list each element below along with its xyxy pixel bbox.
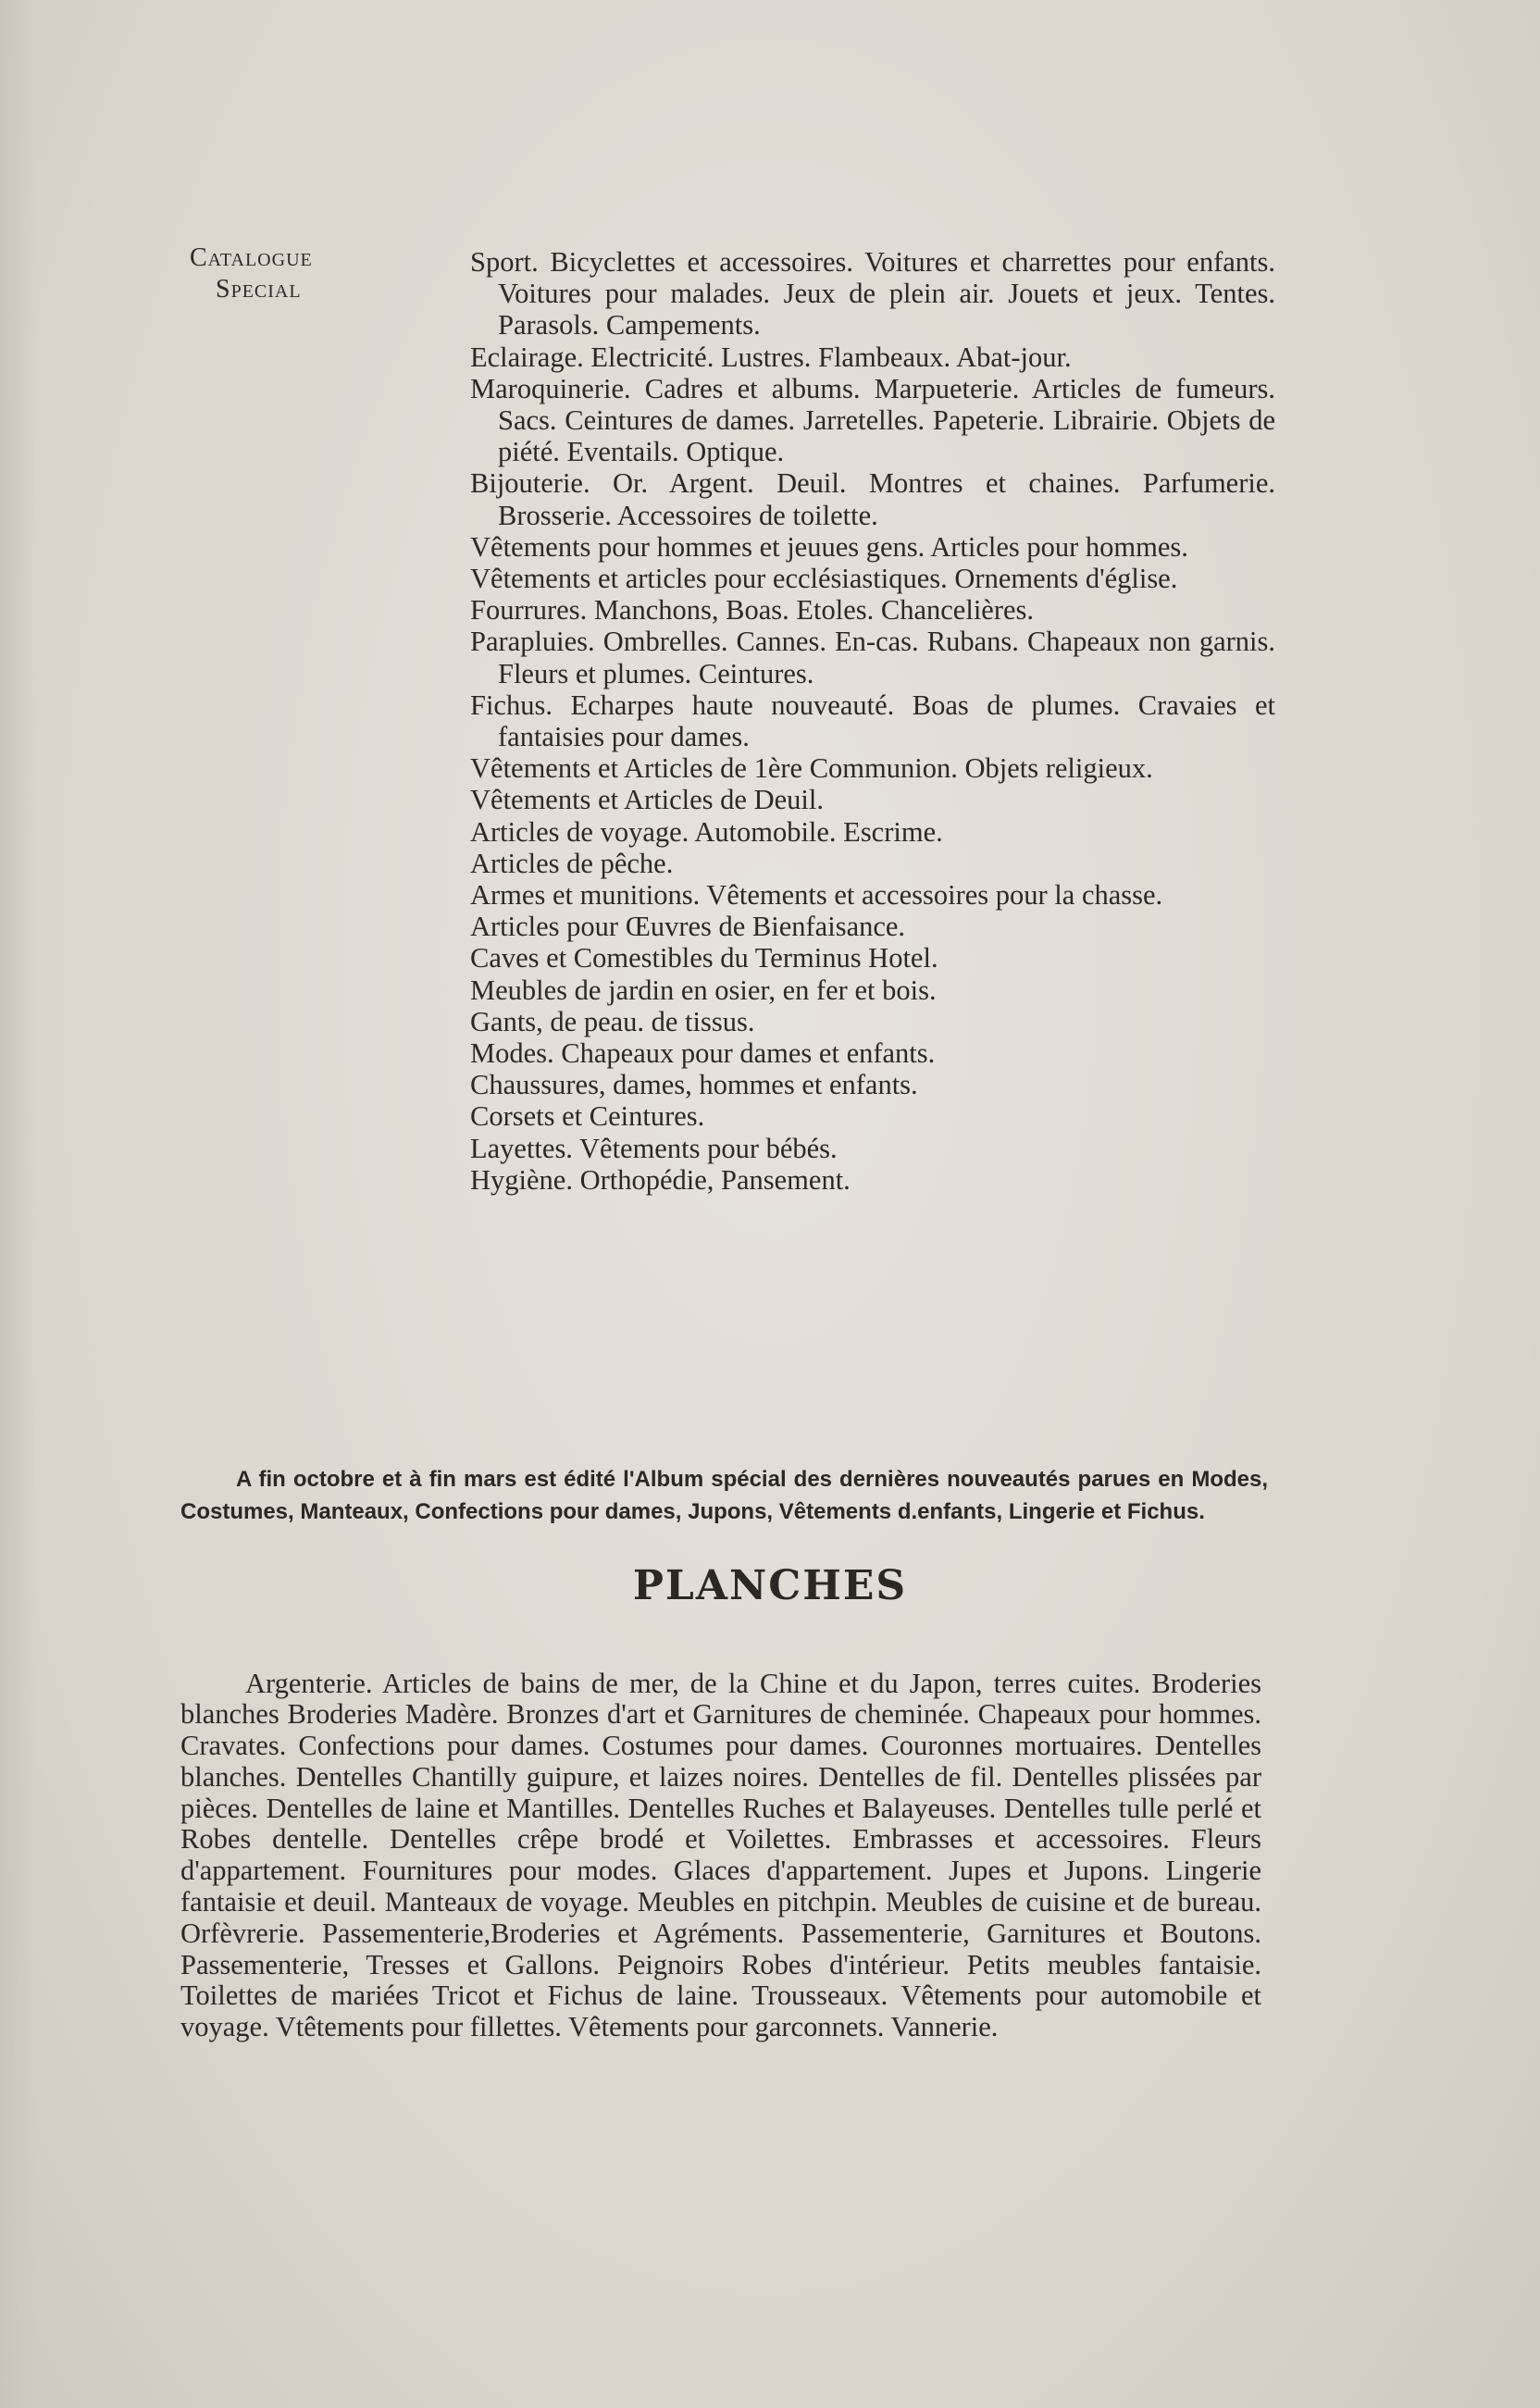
- list-item: Maroquinerie. Cadres et albums. Marpueterie. Articles de fumeurs. Sacs. Ceintures de dames. Jarretelles. Papeterie. Librairie. Objets de piété. Eventails. Optique.: [470, 372, 1275, 468]
- list-item: Vêtements et Articles de Deuil.: [470, 784, 824, 816]
- list-item: Articles de voyage. Automobile. Escrime.: [470, 815, 943, 848]
- list-item: Fichus. Echarpes haute nouveauté. Boas de plumes. Cravaies et fantaisies pour dames.: [470, 689, 1275, 753]
- list-item: Gants, de peau. de tissus.: [470, 1005, 755, 1037]
- list-item: Articles de pêche.: [470, 847, 674, 879]
- planches-paragraph: Argenterie. Articles de bains de mer, de la Chine et du Japon, terres cuites. Broderies blanches Broderies Madère. Bronzes d'art et Garnitures de cheminée. Chapeaux pour hommes. Cravates. Confections pour dames. Costumes pour dames. Couronnes mortuaires. Dentelles blanches. Dentelles Chantilly guipure, et laizes noires. Dentelles de fil. Dentelles plissées par pièces. Dentelles de laine et Mantilles. Dentelles Ruches et Balayeuses. Dentelles tulle perlé et Robes dentelle. Dentelles crêpe brodé et Voilettes. Embrasses et accessoires. Fleurs d'appartement. Fournitures pour modes. Glaces d'appartement. Jupes et Jupons. Lingerie fantaisie et deuil. Manteaux de voyage. Meubles en pitchpin. Meubles de cuisine et de bureau. Orfèvrerie. Passementerie,Broderies et Agréments. Passementerie, Garnitures et Boutons. Passementerie, Tresses et Gallons. Peignoirs Robes d'intérieur. Petits meubles fantaisie. Toilettes de mariées Tricot et Fichus de laine. Trousseaux. Vêtements pour automobile et voyage. Vtêtements pour fillettes. Vêtements pour garconnets. Vannerie.: [180, 1667, 1261, 2043]
- list-item: Fourrures. Manchons, Boas. Etoles. Chancelières.: [470, 594, 1035, 627]
- list-item: Vêtements et Articles de 1ère Communion. Objets religieux.: [470, 752, 1153, 785]
- list-item: Corsets et Ceintures.: [470, 1100, 705, 1133]
- list-item: Modes. Chapeaux pour dames et enfants.: [470, 1037, 936, 1070]
- planches-heading: PLANCHES: [632, 1562, 908, 1609]
- list-item: Vêtements et articles pour ecclésiastiques. Ornements d'église.: [470, 563, 1178, 595]
- list-item: Layettes. Vêtements pour bébés.: [470, 1132, 838, 1164]
- list-item: Meubles de jardin en osier, en fer et bois.: [470, 974, 937, 1006]
- catalogue-special-label: [190, 242, 384, 305]
- list-item: Sport. Bicyclettes et accessoires. Voitures et charrettes pour enfants. Voitures pour malades. Jeux de plein air. Jouets et jeux. Tentes. Parasols. Campements.: [470, 246, 1275, 341]
- list-item: Bijouterie. Or. Argent. Deuil. Montres et chaines. Parfumerie. Brosserie. Accessoires de toilette.: [470, 467, 1275, 531]
- list-item: Hygiène. Orthopédie, Pansement.: [470, 1163, 851, 1196]
- label-line-2: Special: [216, 275, 302, 304]
- list-item: Armes et munitions. Vêtements et accessoires pour la chasse.: [470, 879, 1163, 912]
- list-item: Articles pour Œuvres de Bienfaisance.: [470, 911, 906, 943]
- list-item: Eclairage. Electricité. Lustres. Flambeaux. Abat-jour.: [470, 341, 1072, 373]
- list-item: Chaussures, dames, hommes et enfants.: [470, 1069, 918, 1101]
- album-notice: A fin octobre et à fin mars est édité l'Album spécial des dernières nouveautés parues en Modes, Costumes, Manteaux, Confections pour dames, Jupons, Vêtements d.enfants, Lingerie et Fichus.: [180, 1467, 1268, 1524]
- label-line-1: Catalogue: [190, 243, 313, 272]
- catalogue-items-list: [470, 246, 1275, 1196]
- list-item: Parapluies. Ombrelles. Cannes. En-cas. Rubans. Chapeaux non garnis. Fleurs et plumes. Ceintures.: [470, 626, 1275, 689]
- list-item: Vêtements pour hommes et jeuues gens. Articles pour hommes.: [470, 530, 1188, 563]
- list-item: Caves et Comestibles du Terminus Hotel.: [470, 942, 938, 974]
- page-edge-shadow: [0, 0, 35, 2408]
